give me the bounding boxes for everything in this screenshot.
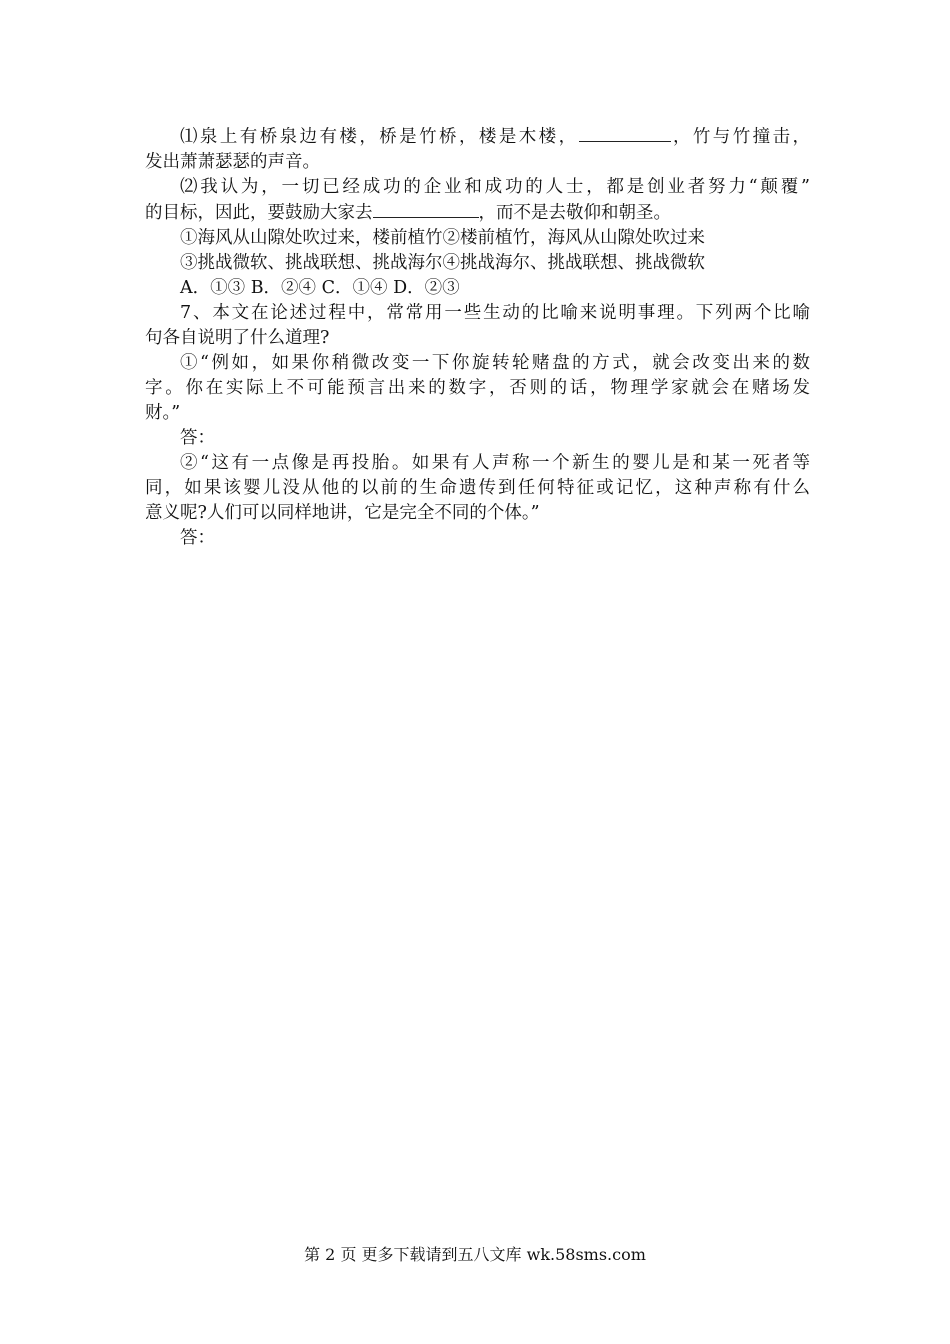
- question-2-line-1: ⑵我认为，一切已经成功的企业和成功的人士，都是创业者努力“颠覆”: [180, 177, 810, 197]
- option-line-1: ①海风从山隙处吹过来，楼前植竹②楼前植竹，海风从山隙处吹过来: [180, 228, 705, 248]
- answer-1-label: 答：: [180, 428, 215, 448]
- page-footer: 第 2 页 更多下载请到五八文库 wk.58sms.com: [304, 1245, 646, 1264]
- question-7-line-1: 7、本文在论述过程中，常常用一些生动的比喻来说明事理。下列两个比喻: [180, 303, 810, 323]
- answer-choices: A．①③ B．②④ C．①④ D．②③: [180, 278, 460, 298]
- quote-2-line-1: ②“这有一点像是再投胎。如果有人声称一个新生的婴儿是和某一死者等: [180, 453, 810, 473]
- question-2-line-2: 的目标，因此，要鼓励大家去 ，而不是去敬仰和朝圣。: [145, 200, 810, 226]
- answer-2-label: 答：: [180, 528, 215, 548]
- quote-1-line-1: ①“例如，如果你稍微改变一下你旋转轮赌盘的方式，就会改变出来的数: [180, 353, 810, 373]
- question-1-line-2: 发出萧萧瑟瑟的声音。: [145, 152, 320, 172]
- option-line-2: ③挑战微软、挑战联想、挑战海尔④挑战海尔、挑战联想、挑战微软: [180, 253, 705, 273]
- fill-blank-2: [373, 200, 479, 218]
- quote-1-line-3: 财。”: [145, 403, 181, 423]
- fill-blank-1: [579, 124, 671, 142]
- quote-1-line-2: 字。你在实际上不可能预言出来的数字，否则的话，物理学家就会在赌场发: [145, 378, 810, 398]
- quote-2-line-3: 意义呢?人们可以同样地讲，它是完全不同的个体。”: [145, 503, 540, 523]
- quote-2-line-2: 同，如果该婴儿没从他的以前的生命遗传到任何特征或记忆，这种声称有什么: [145, 478, 810, 498]
- question-1-line-1: ⑴泉上有桥泉边有楼，桥是竹桥，楼是木楼， ，竹与竹撞击，: [145, 124, 810, 150]
- question-7-line-2: 句各自说明了什么道理?: [145, 328, 330, 348]
- document-body: [145, 124, 810, 551]
